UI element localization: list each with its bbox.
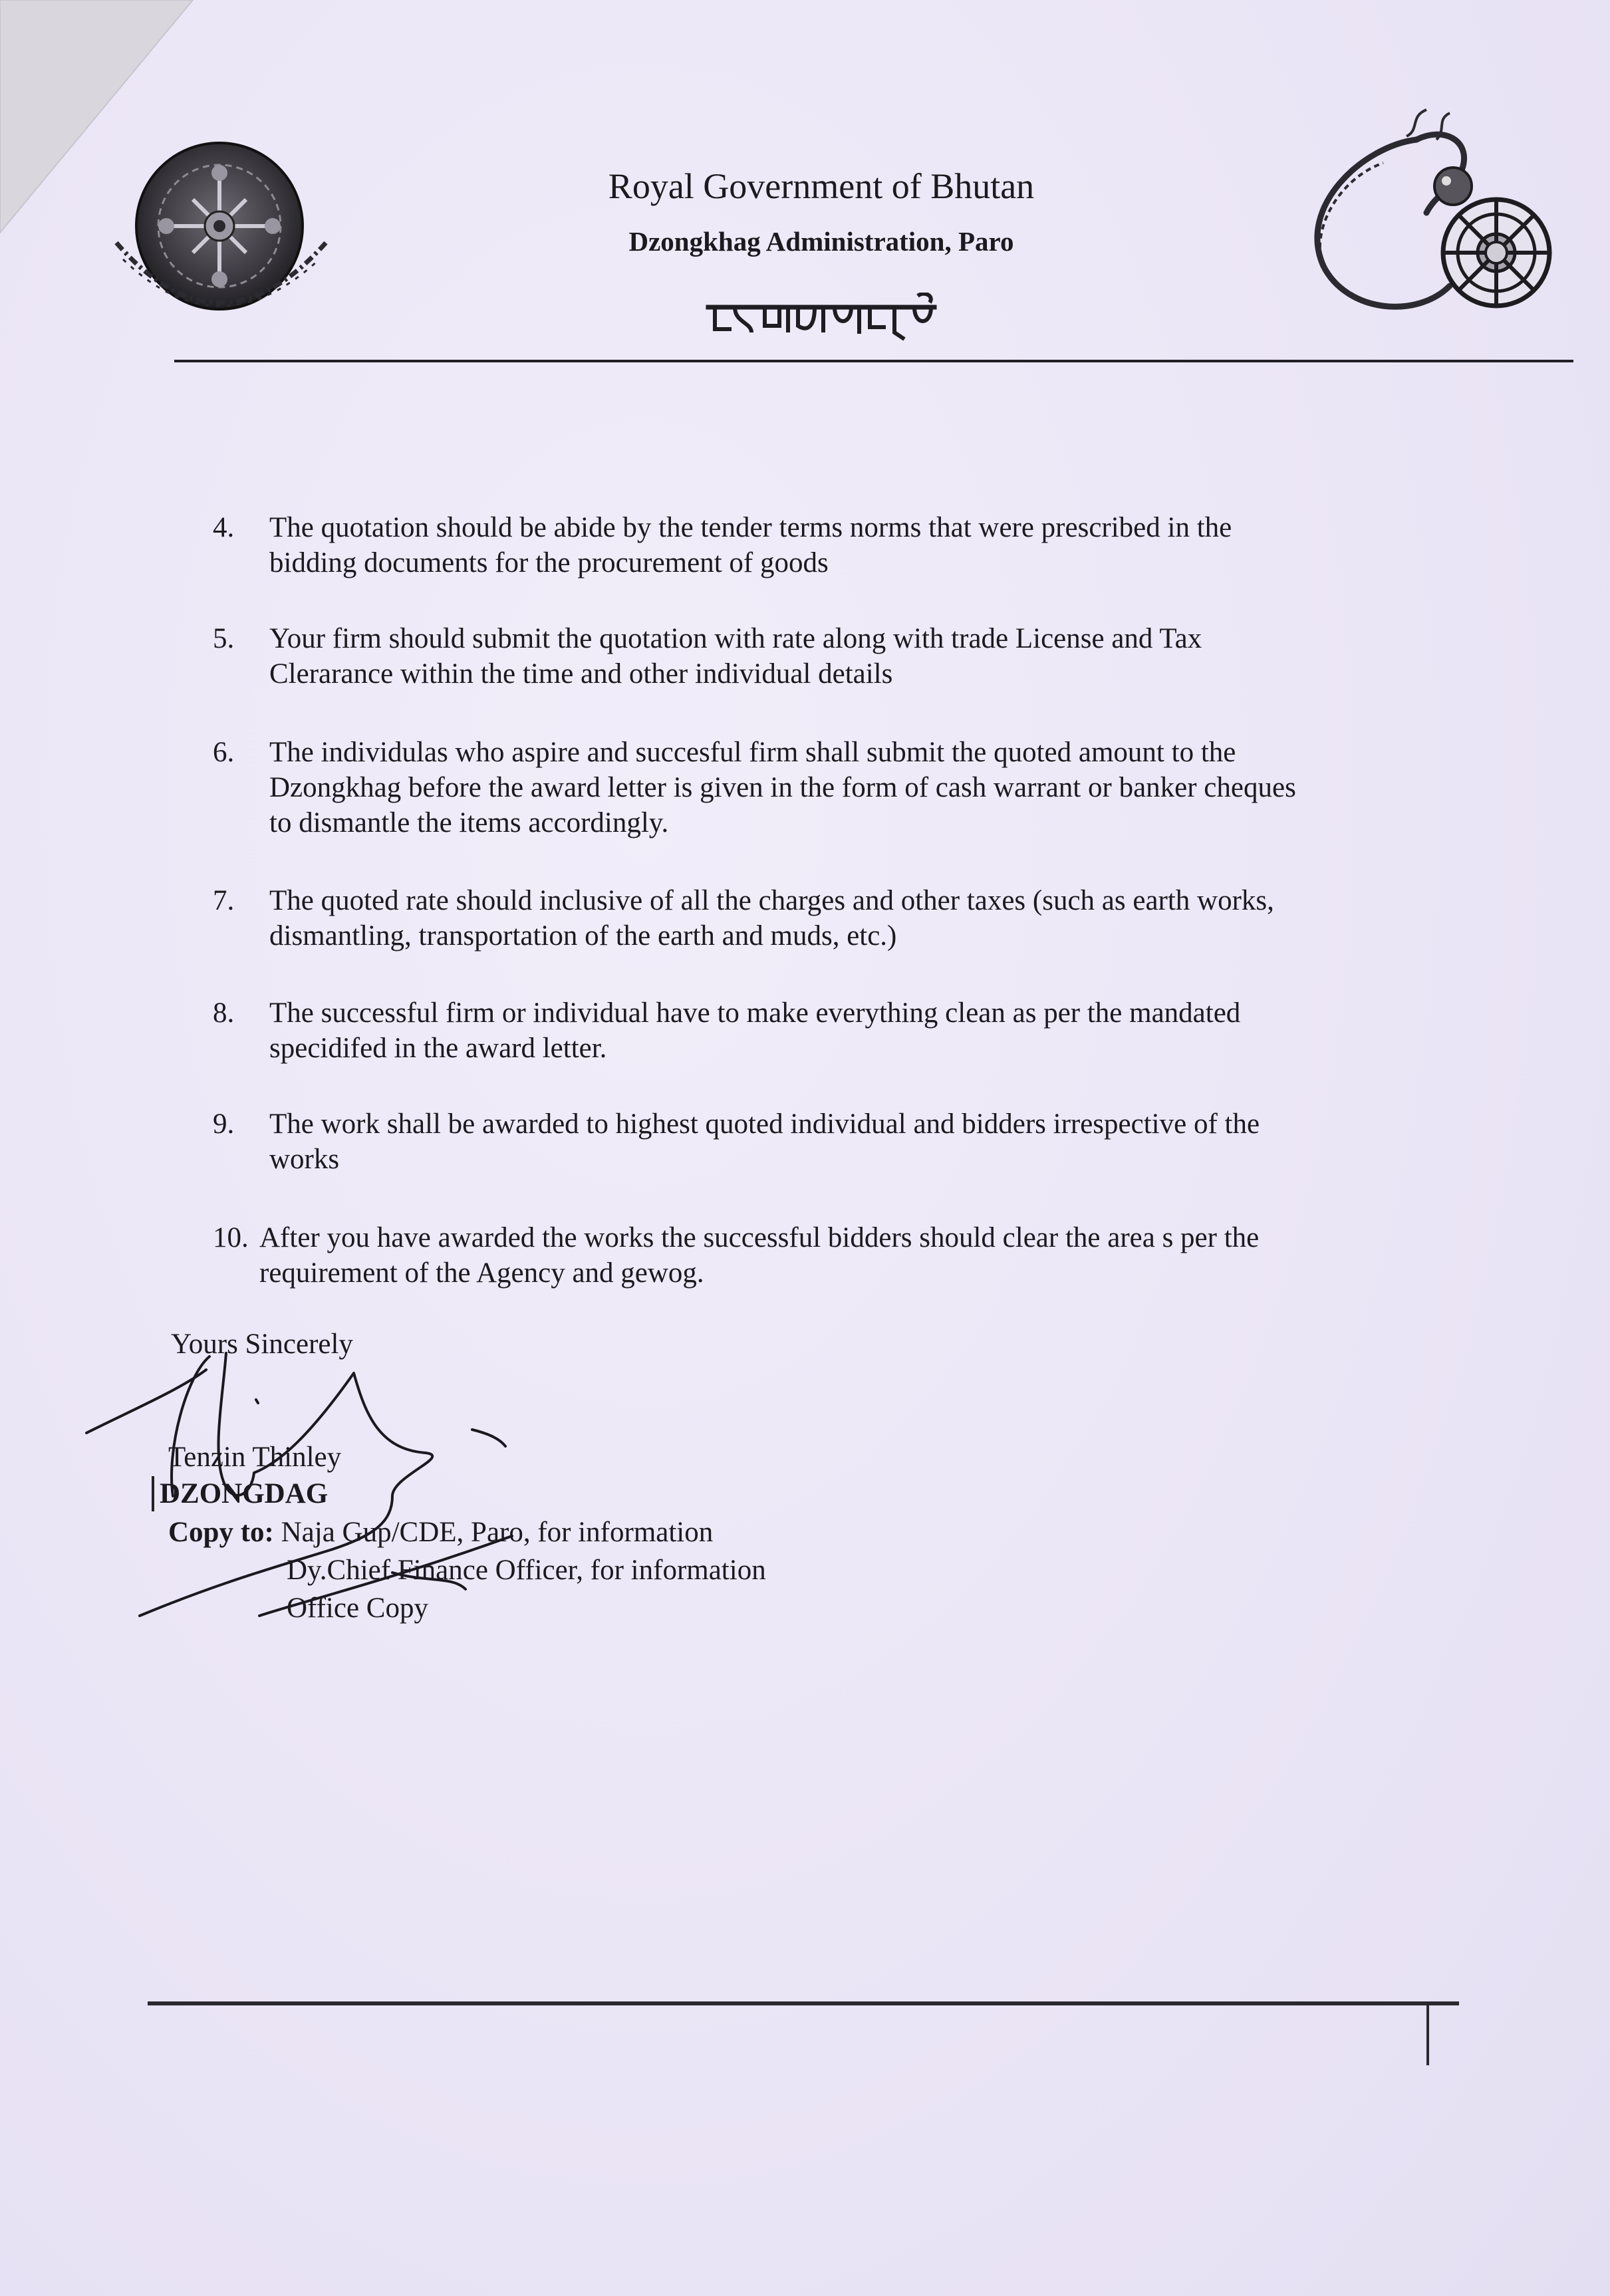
item-line: specidifed in the award letter. xyxy=(269,1033,607,1064)
item-line: The successful firm or individual have to make everything clean as per the mandated xyxy=(269,997,1241,1029)
item-number: 9. xyxy=(213,1108,235,1140)
item-line: requirement of the Agency and gewog. xyxy=(259,1257,704,1289)
closing-salutation: Yours Sincerely xyxy=(171,1329,353,1360)
item-text xyxy=(259,1220,1456,1291)
item-line: After you have awarded the works the successful bidders should clear the area s per the xyxy=(259,1222,1260,1253)
signatory-name: Tenzin Thinley xyxy=(168,1442,342,1473)
header-title: Royal Government of Bhutan xyxy=(608,166,1035,206)
item-line: Your firm should submit the quotation with rate along with trade License and Tax xyxy=(269,623,1202,654)
item-line: Dzongkhag before the award letter is given in the form of cash warrant or banker cheques xyxy=(269,772,1296,803)
header-divider xyxy=(174,360,1573,362)
item-number: 6. xyxy=(213,737,235,768)
header-subtitle: Dzongkhag Administration, Paro xyxy=(628,226,1014,257)
item-line: dismantling, transportation of the earth and muds, etc.) xyxy=(269,920,897,952)
item-number: 5. xyxy=(213,623,235,654)
item-text xyxy=(269,995,1466,1066)
item-line: The individulas who aspire and succesful firm shall submit the quoted amount to the xyxy=(269,737,1236,768)
royal-emblem-seal xyxy=(100,133,339,352)
item-line: The quotation should be abide by the tender terms norms that were prescribed in the xyxy=(269,512,1232,543)
item-text xyxy=(269,735,1466,840)
handwritten-signature xyxy=(80,1337,665,1642)
item-number: 4. xyxy=(213,512,235,543)
footer-tick-mark xyxy=(1426,2005,1429,2065)
copy-recipient: Office Copy xyxy=(287,1593,428,1624)
item-line: The quoted rate should inclusive of all the charges and other taxes (such as earth works, xyxy=(269,885,1274,916)
dragon-wheel-logo xyxy=(1283,100,1563,339)
item-line: to dismantle the items accordingly. xyxy=(269,807,669,838)
item-line: bidding documents for the procurement of goods xyxy=(269,547,829,578)
signatory-title: DZONGDAG xyxy=(152,1476,328,1511)
item-text xyxy=(269,883,1466,954)
item-number: 10. xyxy=(213,1222,249,1253)
dzongkha-script-heading xyxy=(705,293,938,346)
item-number: 8. xyxy=(213,997,235,1029)
footer-divider xyxy=(148,2001,1459,2005)
item-line: Clerarance within the time and other individual details xyxy=(269,658,893,690)
item-line: The work shall be awarded to highest quoted individual and bidders irrespective of the xyxy=(269,1108,1260,1140)
item-text xyxy=(269,1106,1466,1177)
item-line: works xyxy=(269,1144,340,1175)
copy-recipient: Dy.Chief Finance Officer, for information xyxy=(287,1555,766,1586)
item-text xyxy=(269,510,1466,580)
copy-recipient: Naja Gup/CDE, Paro, for information xyxy=(281,1517,714,1548)
copy-to-label: Copy to: xyxy=(168,1517,274,1548)
item-number: 7. xyxy=(213,885,235,916)
item-text xyxy=(269,621,1466,692)
